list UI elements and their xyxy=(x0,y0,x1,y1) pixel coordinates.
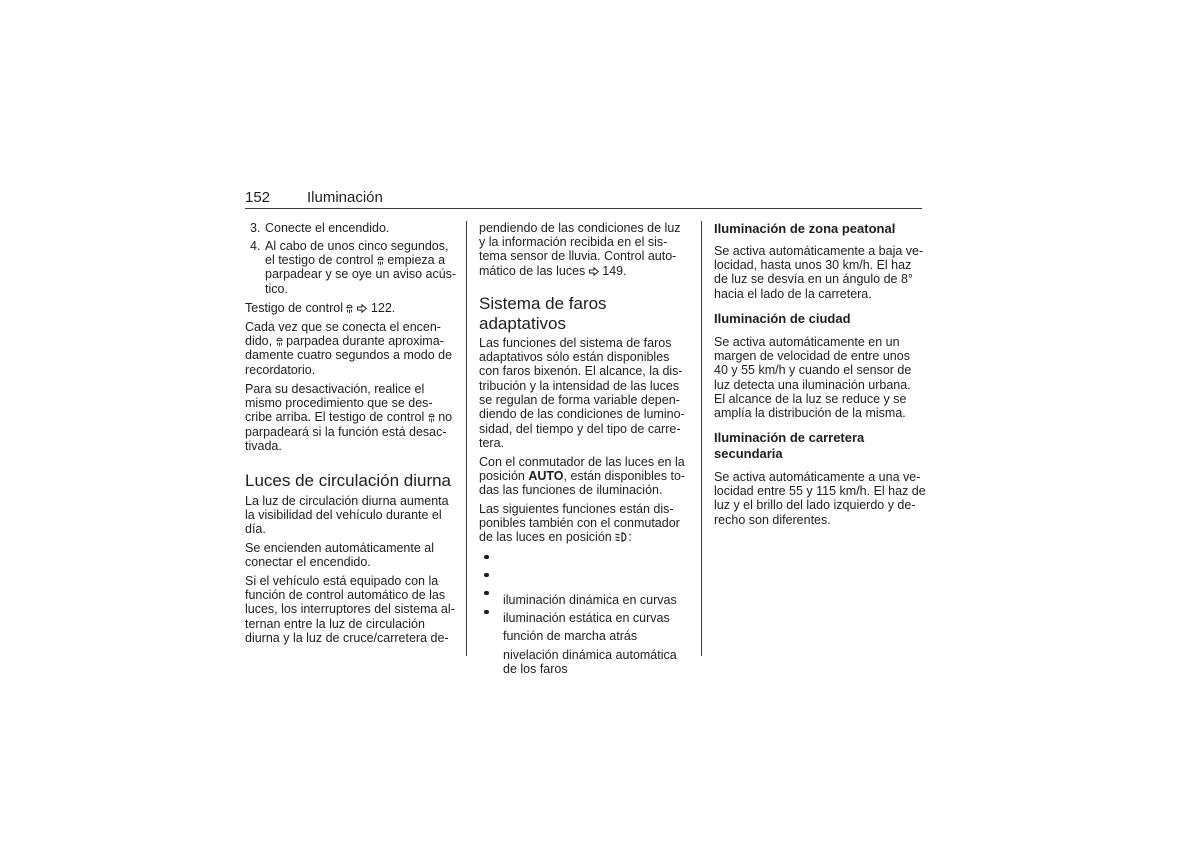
step-number: 4. xyxy=(250,238,261,253)
paragraph-text-before-icon: Las siguientes funciones están dis- ponibles también con el conmutador de las luces en posición xyxy=(479,501,680,545)
daytime-running-light-icon xyxy=(428,412,435,423)
step-text: Conecte el encendido. xyxy=(265,220,390,235)
paragraph-text-after: , están disponibles to- das las funciones de iluminación. xyxy=(479,469,686,498)
page-reference-arrow-icon xyxy=(357,304,367,313)
section-title: Iluminación xyxy=(307,189,383,206)
step-4 xyxy=(250,239,456,296)
reminder-paragraph xyxy=(245,320,452,377)
daytime-running-light-icon xyxy=(276,336,283,347)
list-item-text: función de marcha atrás xyxy=(503,628,638,643)
daytime-running-light-icon xyxy=(346,303,353,314)
step-text-before-icon: Al cabo de unos cinco segundos, el testigo de control xyxy=(265,238,449,268)
paragraph: Se activa automáticamente a una ve- locidad entre 55 y 115 km/h. El haz de luz y el brillo del lado izquierdo y de- recho son diferentes. xyxy=(714,469,926,527)
low-beam-icon xyxy=(615,532,628,542)
reference-page: 149. xyxy=(598,263,627,278)
paragraph: Si el vehículo está equipado con la función de control automático de las luces, los interruptores del sistema al- ternan entre la luz de circulación diurna y la luz de cruce/carretera de- xyxy=(245,573,455,646)
paragraph-text: pendiendo de las condiciones de luz y la información recibida en el sis- tema sensor de lluvia. Control auto- mático de las luces xyxy=(479,220,681,278)
column-divider-1 xyxy=(466,221,467,656)
daytime-running-light-icon xyxy=(377,255,384,266)
header-rule xyxy=(245,208,922,209)
auto-label: AUTO xyxy=(528,469,564,484)
section-heading-adaptive-headlights: Sistema de faros adaptativos xyxy=(479,294,607,333)
step-number: 3. xyxy=(250,220,261,235)
step-text xyxy=(265,239,456,296)
paragraph: Se activa automáticamente a baja ve- locidad, hasta unos 30 km/h. El haz de luz se desvía en un ángulo de 8° hacia el lado de la carretera. xyxy=(714,243,924,301)
subheading-secondary-road: Iluminación de carretera secundaria xyxy=(714,430,865,461)
list-item-text: nivelación dinámica automática de los faros xyxy=(503,647,677,677)
list-item xyxy=(479,605,677,705)
low-beam-paragraph xyxy=(479,502,680,545)
auto-paragraph xyxy=(479,455,685,498)
continued-paragraph xyxy=(479,221,681,278)
paragraph: Las funciones del sistema de faros adaptativos sólo están disponibles con faros bixenón. El alcance, la dis- tribución y la intensidad de las luces se regulan de forma variable depen- diendo de las condiciones de lumino- sidad, del tiempo y del tipo de carre- tera. xyxy=(479,335,685,450)
bullet-icon xyxy=(484,610,489,615)
paragraph-text-after-icon: parpadea durante aproxima- damente cuatro segundos a modo de recordatorio. xyxy=(245,334,453,377)
deactivation-paragraph xyxy=(245,382,452,453)
paragraph-text-before: Con el conmutador de las luces en la posición xyxy=(479,454,685,484)
section-heading-daytime-lights: Luces de circulación diurna xyxy=(245,471,452,490)
paragraph: La luz de circulación diurna aumenta la visibilidad del vehículo durante el día. xyxy=(245,493,449,537)
reference-text: Testigo de control xyxy=(245,300,347,315)
bullet-icon xyxy=(484,555,489,560)
column-divider-2 xyxy=(701,221,702,656)
paragraph-text-after-icon: no parpadeará si la función está desac- tivada. xyxy=(245,410,453,454)
paragraph: Se encienden automáticamente al conectar el encendido. xyxy=(245,540,435,570)
reference-page: 122. xyxy=(367,300,396,315)
bullet-icon xyxy=(484,591,489,596)
subheading-pedestrian-zone: Iluminación de zona peatonal xyxy=(714,221,896,236)
step-text-after-icon: empieza a parpadear y se oye un aviso acús- tico. xyxy=(265,253,457,296)
paragraph: Se activa automáticamente en un margen de velocidad de entre unos 40 y 55 km/h y cuando el sensor de luz detecta una iluminación urbana. El alcance de la luz se reduce y se amplía la distribución de la misma. xyxy=(714,334,912,421)
list-item-text: iluminación dinámica en curvas xyxy=(503,592,677,607)
paragraph-text-after-icon: : xyxy=(628,530,632,545)
list-item-text: iluminación estática en curvas xyxy=(503,610,670,625)
bullet-icon xyxy=(484,573,489,578)
paragraph-text-before-icon: Para su desactivación, realice el mismo procedimiento que se des- cribe arriba. El testigo de control xyxy=(245,381,433,425)
page-reference-arrow-icon xyxy=(589,267,599,276)
warning-light-reference xyxy=(245,301,395,315)
subheading-city-lighting: Iluminación de ciudad xyxy=(714,311,851,326)
step-3 xyxy=(250,221,389,235)
paragraph-text-before-icon: Cada vez que se conecta el encen- dido, xyxy=(245,319,441,349)
page-number: 152 xyxy=(245,189,271,206)
